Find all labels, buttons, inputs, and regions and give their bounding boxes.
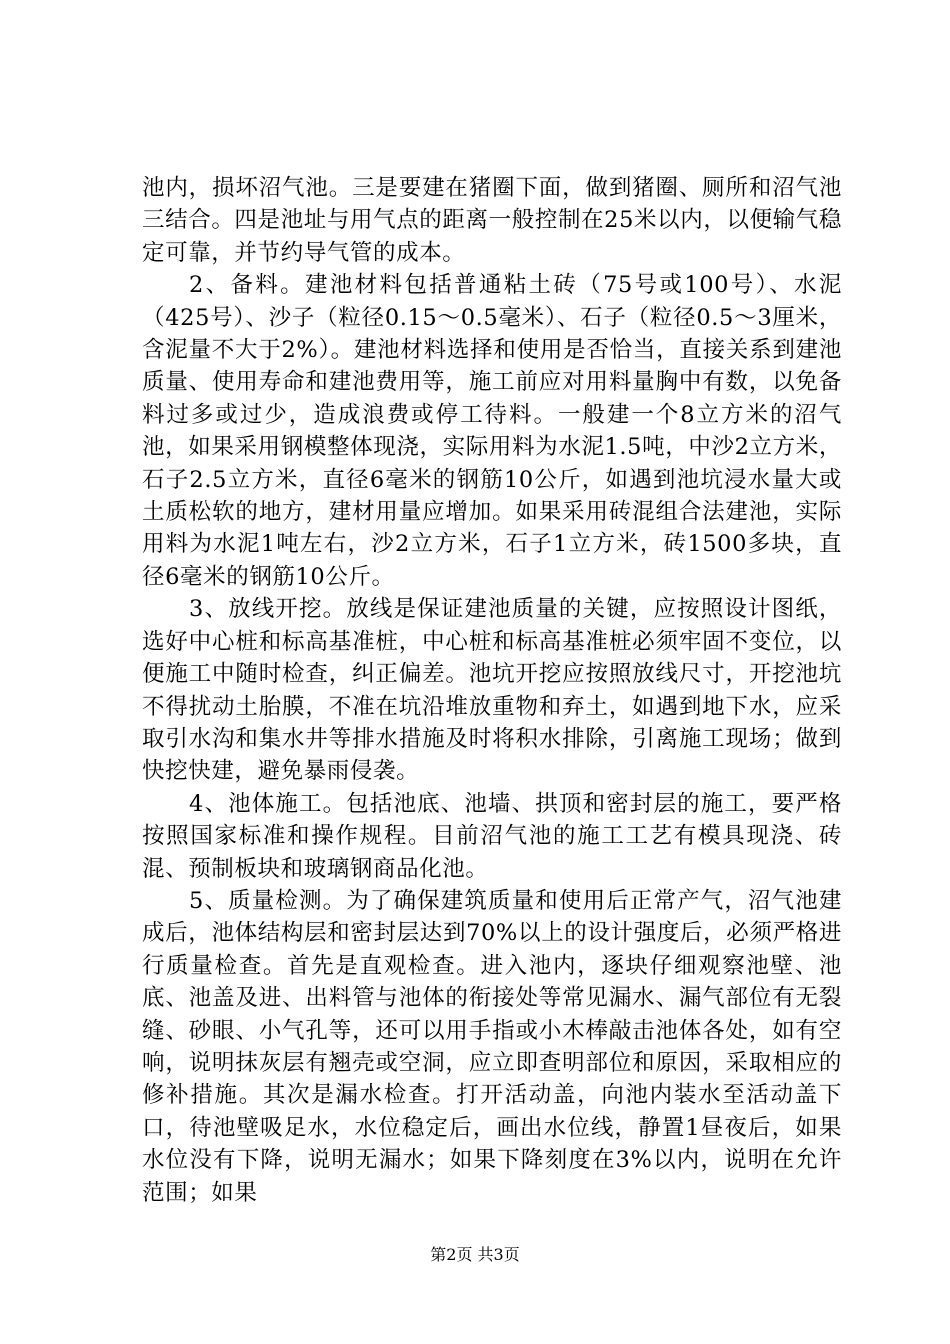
paragraph-layout-excavation: 3、放线开挖。放线是保证建池质量的关键，应按照设计图纸，选好中心桩和标高基准桩，中心桩和标高基准桩必须牢固不变位，以便施工中随时检查，纠正偏差。池坑开挖应按照放线尺寸，开挖池坑不得扰动土胎膜，不准在坑沿堆放重物和弃土，如遇到地下水，应采取引水沟和集水井等排水措施及时将积水排除，引离施工现场；做到快挖快建，避免暴雨侵袭。 — [142, 596, 842, 785]
paragraph-quality-inspection: 5、质量检测。为了确保建筑质量和使用后正常产气，沼气池建成后，池体结构层和密封层达到70%以上的设计强度后，必须严格进行质量检查。首先是直观检查。进入池内，逐块仔细观察池壁、池底、池盖及进、出料管与池体的衔接处等常见漏水、漏气部位有无裂缝、砂眼、小气孔等，还可以用手指或小木棒敲击池体各处，如有空响，说明抹灰层有翘壳或空洞，应立即查明部位和原因，采取相应的修补措施。其次是漏水检查。打开活动盖，向池内装水至活动盖下口，待池壁吸足水，水位稳定后，画出水位线，静置1昼夜后，如果水位没有下降，说明无漏水；如果下降刻度在3%以内，说明在允许范围；如果 — [142, 887, 842, 1206]
paragraph-tank-construction: 4、池体施工。包括池底、池墙、拱顶和密封层的施工，要严格按照国家标准和操作规程。目前沼气池的施工工艺有模具现浇、砖混、预制板块和玻璃钢商品化池。 — [142, 790, 842, 882]
paragraph-materials: 2、备料。建池材料包括普通粘土砖（75号或100号）、水泥（425号）、沙子（粒径0.15～0.5毫米）、石子（粒径0.5～3厘米，含泥量不大于2%）。建池材料选择和使用是否恰当，直接关系到建池质量、使用寿命和建池费用等，施工前应对用料量胸中有数，以免备料过多或过少，造成浪费或停工待料。一般建一个8立方米的沼气池，如果采用钢模整体现浇，实际用料为水泥1.5吨，中沙2立方米，石子2.5立方米，直径6毫米的钢筋10公斤，如遇到池坑浸水量大或土质松软的地方，建材用量应增加。如果采用砖混组合法建池，实际用料为水泥1吨左右，沙2立方米，石子1立方米，砖1500多块，直径6毫米的钢筋10公斤。 — [142, 272, 842, 590]
paragraph-site-selection-continued: 池内，损坏沼气池。三是要建在猪圈下面，做到猪圈、厕所和沼气池三结合。四是池址与用气点的距离一般控制在25米以内，以便输气稳定可靠，并节约导气管的成本。 — [142, 175, 842, 266]
page-number-label: 第2页 共3页 — [430, 1245, 520, 1264]
body-text — [142, 172, 842, 1209]
page-footer — [0, 1244, 950, 1266]
